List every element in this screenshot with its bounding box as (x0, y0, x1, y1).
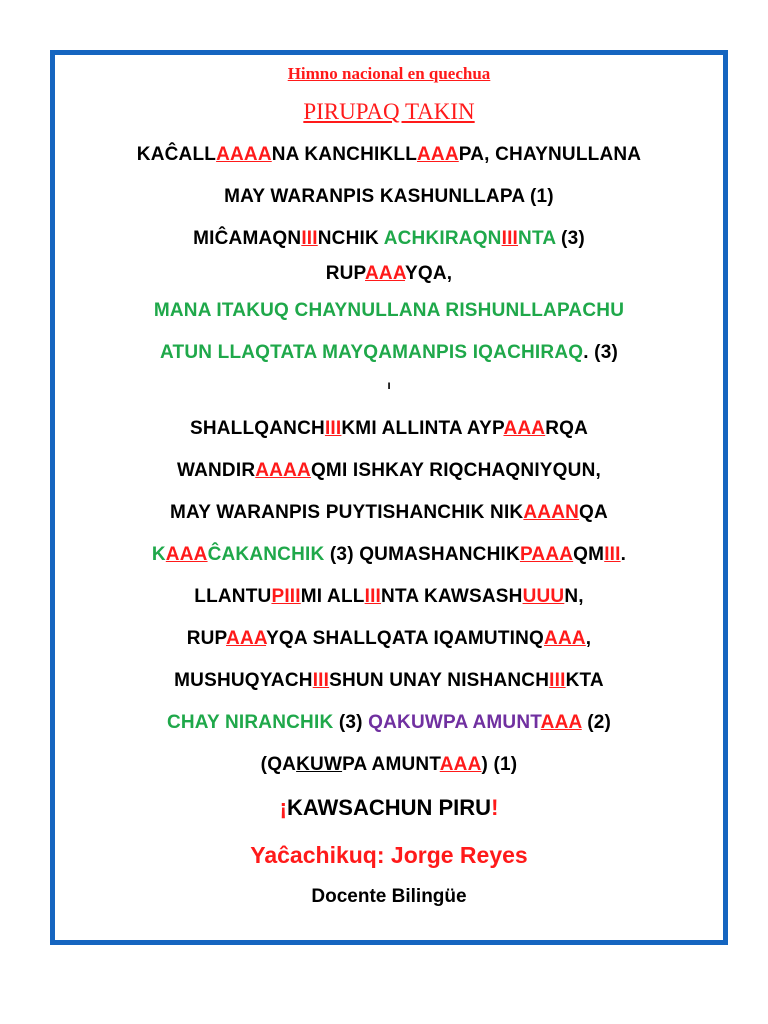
closing-exclamation (55, 795, 723, 821)
verse-text: . (620, 544, 627, 565)
verse-green-text: K (151, 544, 166, 565)
verse-text: SHUN UNAY NISHANCH (329, 670, 550, 691)
verse-line-11 (55, 544, 723, 566)
verse-text: NTA KAWSASH (381, 586, 523, 607)
verse-line-14 (55, 670, 723, 692)
verse-text: (3) QUMASHANCHIK (324, 544, 520, 565)
verse-emphasis: PIII (271, 586, 301, 607)
verse-emphasis: III (604, 544, 621, 565)
verse-green-text: ATUN LLAQTATA MAYQAMANPIS IQACHIRAQ (160, 342, 584, 363)
verse-text: (QA (260, 754, 297, 775)
verse-line-8 (55, 418, 723, 440)
verse-text: RUP (325, 263, 365, 284)
stray-mark: ı (387, 378, 391, 392)
verse-line-15 (55, 712, 723, 734)
author-role: Docente Bilingüe (311, 886, 467, 907)
verse-emphasis: UUU (522, 586, 565, 607)
verse-text: . (3) (583, 342, 618, 363)
verse-line-4 (55, 263, 723, 285)
verse-text: (2) (581, 712, 612, 733)
verse-line-9 (55, 460, 723, 482)
verse-line-10 (55, 502, 723, 524)
verse-emphasis: III (364, 586, 382, 607)
verse-green-text: CHAY NIRANCHIK (166, 712, 334, 733)
verse-text: (3) (333, 712, 369, 733)
verse-text: LLANTU (194, 586, 272, 607)
document-subtitle: PIRUPAQ TAKIN (303, 99, 475, 124)
verse-emphasis: III (501, 228, 519, 249)
verse-emphasis: III (301, 228, 318, 249)
verse-text: YQA, (405, 263, 453, 284)
closing-text: KAWSACHUN PIRU (286, 795, 492, 820)
verse-emphasis: AAA (226, 628, 267, 649)
verse-emphasis: AAA (417, 144, 459, 165)
verse-underlined: KUW (296, 754, 343, 775)
verse-green-text: ĈAKANCHIK (207, 544, 325, 565)
verse-text: NA KANCHIKLL (271, 144, 417, 165)
verse-emphasis: III (324, 418, 342, 439)
verse-emphasis: AAA (540, 712, 582, 733)
verse-emphasis: AAAA (255, 460, 311, 481)
verse-text: RUP (186, 628, 227, 649)
verse-line-6 (55, 342, 723, 364)
verse-green-text: ACHKIRAQN (383, 228, 502, 249)
verse-emphasis: AAAA (216, 144, 272, 165)
verse-text: NCHIK (317, 228, 384, 249)
verse-emphasis: AAA (439, 754, 482, 775)
verse-purple-text: QAKUWPA AMUNT (368, 712, 541, 733)
verse-emphasis: AAA (544, 628, 586, 649)
verse-text: , (585, 628, 592, 649)
verse-text: QA (579, 502, 608, 523)
verse-text: RQA (545, 418, 589, 439)
exclamation-open: ¡ (279, 795, 287, 820)
verse-emphasis: III (549, 670, 566, 691)
verse-text: ) (1) (481, 754, 518, 775)
verse-text: MAY WARANPIS PUYTISHANCHIK NIK (170, 502, 524, 523)
verse-emphasis: AAA (365, 263, 406, 284)
verse-text: YQA SHALLQATA IQAMUTINQ (266, 628, 545, 649)
verse-line-13 (55, 628, 723, 650)
verse-text: KMI ALLINTA AYP (341, 418, 504, 439)
verse-emphasis: AAAN (523, 502, 580, 523)
verse-line-12 (55, 586, 723, 608)
verse-emphasis: III (312, 670, 330, 691)
verse-text: PA AMUNT (342, 754, 440, 775)
verse-emphasis: PAAA (519, 544, 574, 565)
author-line: Yaĉachikuq: Jorge Reyes (250, 842, 528, 868)
verse-green-text: NTA (518, 228, 556, 249)
verse-text: N, (564, 586, 584, 607)
verse-text: MUSHUQYACH (174, 670, 313, 691)
verse-text: QM (573, 544, 605, 565)
verse-line-3 (55, 228, 723, 250)
verse-text: WANDIR (177, 460, 256, 481)
verse-line-1 (55, 144, 723, 166)
verse-emphasis: AAA (165, 544, 208, 565)
verse-text: KTA (565, 670, 604, 691)
verse-line-2: MAY WARANPIS KASHUNLLAPA (1) (224, 186, 554, 207)
document-title: Himno nacional en quechua (287, 64, 491, 83)
verse-line-5: MANA ITAKUQ CHAYNULLANA RISHUNLLAPACHU (153, 300, 625, 321)
verse-emphasis: AAA (503, 418, 546, 439)
verse-text: MI ALL (300, 586, 365, 607)
exclamation-close: ! (491, 795, 499, 820)
verse-text: MIĈAMAQN (193, 228, 302, 249)
verse-text: SHALLQANCH (189, 418, 325, 439)
verse-line-16 (55, 754, 723, 776)
verse-text: QMI ISHKAY RIQCHAQNIYQUN, (310, 460, 601, 481)
verse-text: (3) (555, 228, 585, 249)
verse-text: PA, CHAYNULLANA (458, 144, 642, 165)
verse-text: KAĈALL (136, 144, 217, 165)
